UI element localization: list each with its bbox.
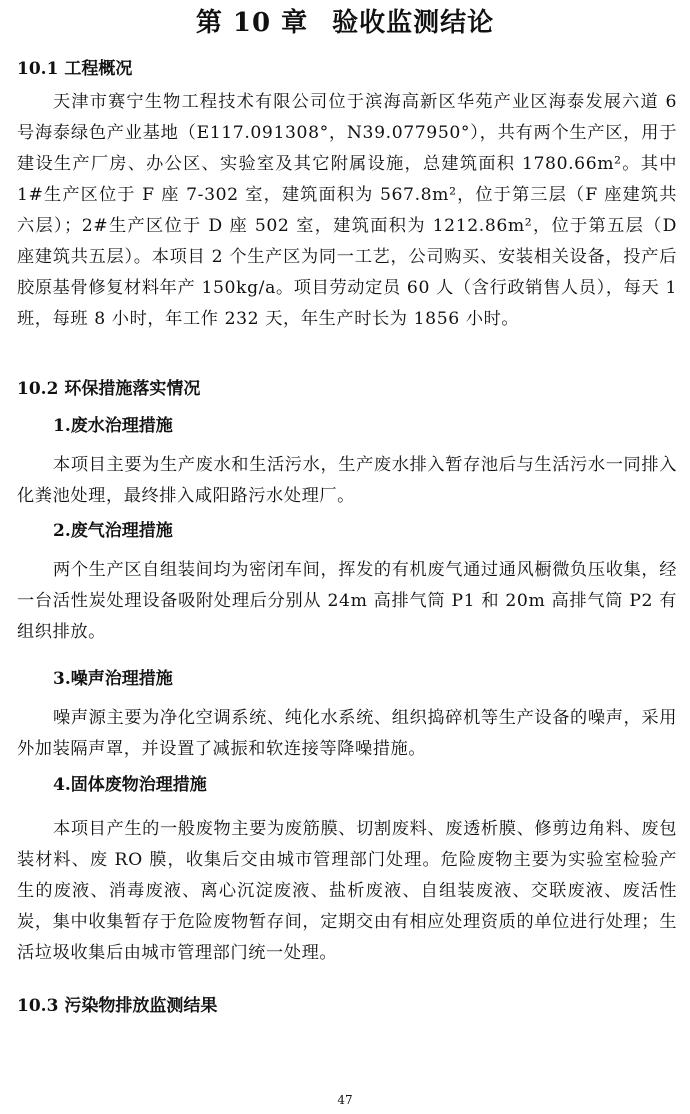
section-heading-10-2: 10.2 环保措施落实情况	[17, 379, 201, 399]
subsection-noise-paragraph: 噪声源主要为净化空调系统、纯化水系统、组织捣碎机等生产设备的噪声，采用外加装隔声罩，并设置了减振和软连接等降噪措施。	[17, 708, 677, 759]
section-heading-10-1: 10.1 工程概况	[17, 59, 133, 79]
subsection-heading-noise: 3.噪声治理措施	[53, 669, 173, 689]
subsection-heading-solid-waste: 4.固体废物治理措施	[53, 775, 207, 795]
subsection-waste-gas-paragraph: 两个生产区自组装间均为密闭车间，挥发的有机废气通过通风橱微负压收集，经一台活性炭处理设备吸附处理后分别从 24m 高排气筒 P1 和 20m 高排气筒 P2 有组织排放。	[17, 560, 677, 642]
chapter-name: 验收监测结论	[332, 8, 495, 38]
subsection-heading-waste-gas: 2.废气治理措施	[53, 521, 173, 541]
page-number: 47	[337, 1093, 353, 1107]
section-heading-10-3: 10.3 污染物排放监测结果	[17, 996, 218, 1016]
chapter-number: 第 10 章	[195, 8, 309, 38]
subsection-wastewater-paragraph: 本项目主要为生产废水和生活污水，生产废水排入暂存池后与生活污水一同排入化粪池处理，最终排入咸阳路污水处理厂。	[17, 455, 677, 506]
section-10-1-paragraph: 天津市赛宁生物工程技术有限公司位于滨海高新区华苑产业区海泰发展六道 6 号海泰绿色产业基地（E117.091308°，N39.077950°），共有两个生产区，用于建设生产厂房、办公区、实验室及其它附属设施，总建筑面积 1780.66m²。其中 1#生产区位于 F 座 7-302 室，建筑面积为 567.8m²，位于第三层（F 座建筑共六层）；2#生产区位于 D 座 502 室，建筑面积为 1212.86m²，位于第五层（D 座建筑共五层）。本项目 2 个生产区为同一工艺，公司购买、安装相关设备，投产后胶原基骨修复材料年产 150kg/a。项目劳动定员 60 人（含行政销售人员），每天 1 班，每班 8 小时，年工作 232 天，年生产时长为 1856 小时。	[17, 92, 677, 329]
subsection-heading-wastewater: 1.废水治理措施	[53, 416, 173, 436]
chapter-title	[0, 4, 690, 42]
subsection-solid-waste-paragraph: 本项目产生的一般废物主要为废筋膜、切割废料、废透析膜、修剪边角料、废包装材料、废 RO 膜，收集后交由城市管理部门处理。危险废物主要为实验室检验产生的废液、消毒废液、离心沉淀废液、盐析废液、自组装废液、交联废液、废活性炭，集中收集暂存于危险废物暂存间，定期交由有相应处理资质的单位进行处理；生活垃圾收集后由城市管理部门统一处理。	[17, 819, 677, 963]
